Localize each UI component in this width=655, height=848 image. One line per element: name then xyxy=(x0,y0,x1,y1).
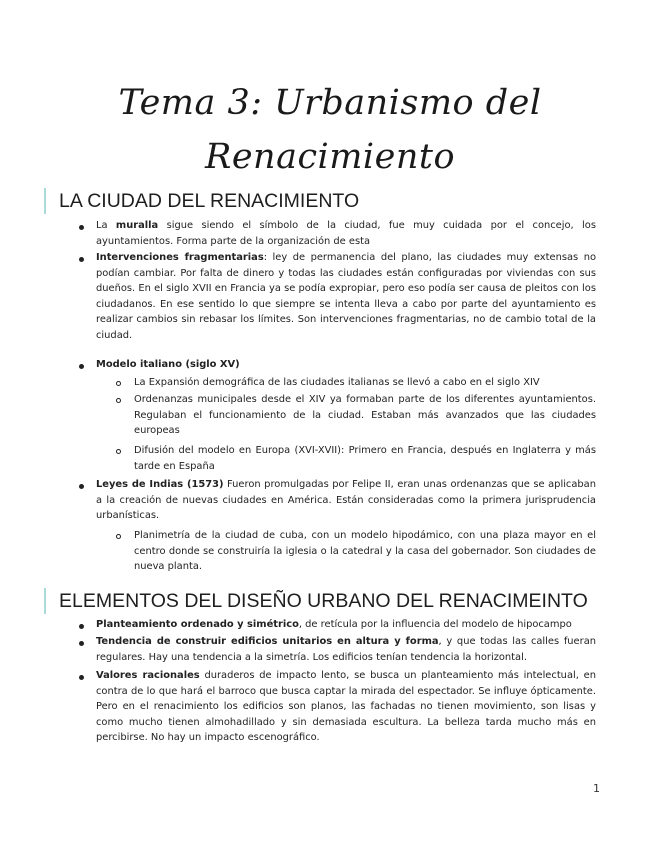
bullet-icon xyxy=(79,484,84,489)
section-heading-text: ELEMENTOS DEL DISEÑO URBANO DEL RENACIMEINTO xyxy=(59,590,588,612)
bold-term: Planteamiento ordenado y simétrico xyxy=(96,619,299,630)
section-heading-elementos-diseno xyxy=(44,588,588,614)
list-item-leyes-indias xyxy=(96,477,596,524)
sub-bullet-icon xyxy=(116,398,121,403)
text: : ley de permanencia del plano, las ciudades muy extensas no podían cambiar. Por falta de dinero y todas las ciudades están configuradas por viviendas con sus dueños. En el siglo XVII en Francia ya se podía expropiar, pero eso podía ser causa de pleitos con los ciudadanos. En ese sentido lo que siempre se intenta lleva a cabo por parte del ayuntamiento es realizar cambios sin rebasar los límites. Son intervenciones fragmentarias, no de cambio total de la ciudad. xyxy=(96,252,596,341)
page-number: 1 xyxy=(593,782,600,795)
list-item-tendencia xyxy=(96,634,596,665)
text: , y que todas las calles fueran regulares. Hay una tendencia a la simetría. Los edificios tenían tendencia la horizontal. xyxy=(96,636,597,663)
text: sigue siendo el símbolo de la ciudad, fue muy cuidada por el concejo, los ayuntamientos. Forma parte de la organización de esta xyxy=(96,220,596,247)
bold-term: Valores racionales xyxy=(96,670,200,681)
text: duraderos de impacto lento, se busca un planteamiento más intelectual, en contra de lo que hará el barroco que busca captar la mirada del espectador. Se influye ópticamente. Pero en el renacimiento los edificios son planos, las fachadas no tienen movimiento, son lisas y como mucho tienen almohadillado y sin demasiada escultura. La belleza tarda mucho más en percibirse. No hay un impacto escenográfico. xyxy=(96,670,596,743)
sub-item-planimetria: Planimetría de la ciudad de cuba, con un modelo hipodámico, con una plaza mayor en el centro donde se construiría la iglesia o la catedral y la casa del gobernador. Son ciudades de nueva planta. xyxy=(134,530,596,572)
text: Fueron promulgadas por Felipe II, eran unas ordenanzas que se aplicaban a la creación de nuevas ciudades en América. Están consideradas como la primera jurisprudencia urbanísticas. xyxy=(96,479,596,521)
sub-item-difusion: Difusión del modelo en Europa (XVI-XVII): Primero en Francia, después en Inglaterra y más tarde en España xyxy=(134,445,596,472)
section-heading-text: LA CIUDAD DEL RENACIMIENTO xyxy=(59,190,360,212)
list-item-intervenciones xyxy=(96,250,596,343)
sub-bullet-icon xyxy=(116,534,121,539)
list-item-muralla xyxy=(96,218,596,249)
bullet-icon xyxy=(79,257,84,262)
bullet-icon xyxy=(79,225,84,230)
document-title-line-2: Renacimiento xyxy=(204,137,456,177)
bold-term: Intervenciones fragmentarias xyxy=(96,252,264,263)
sub-item-ordenanzas: Ordenanzas municipales desde el XIV ya formaban parte de los diferentes ayuntamientos. Regulaban el funcionamiento de la ciudad. Estaban más avanzados que las ciudades europeas xyxy=(134,394,596,436)
bold-term: Modelo italiano (siglo XV) xyxy=(96,359,240,370)
list-item-modelo-italiano xyxy=(96,357,596,373)
document-title-line-1: Tema 3: Urbanismo del xyxy=(118,83,542,123)
sub-bullet-icon xyxy=(116,449,121,454)
list-item-planteamiento xyxy=(96,617,596,633)
list-item-valores-racionales xyxy=(96,668,596,746)
bullet-icon xyxy=(79,675,84,680)
bold-term: Leyes de Indias (1573) xyxy=(96,479,224,490)
sub-bullet-icon xyxy=(116,381,121,386)
bullet-icon xyxy=(79,364,84,369)
text: La xyxy=(96,220,116,231)
bold-term: muralla xyxy=(115,220,159,231)
bullet-icon xyxy=(79,624,84,629)
sub-item-expansion: La Expansión demográfica de las ciudades italianas se llevó a cabo en el siglo XIV xyxy=(134,377,540,388)
bold-term: Tendencia de construir edificios unitarios en altura y forma xyxy=(96,636,439,647)
section-heading-ciudad-renacimiento xyxy=(44,188,360,214)
text: , de retícula por la influencia del modelo de hipocampo xyxy=(298,619,572,630)
bullet-icon xyxy=(79,641,84,646)
